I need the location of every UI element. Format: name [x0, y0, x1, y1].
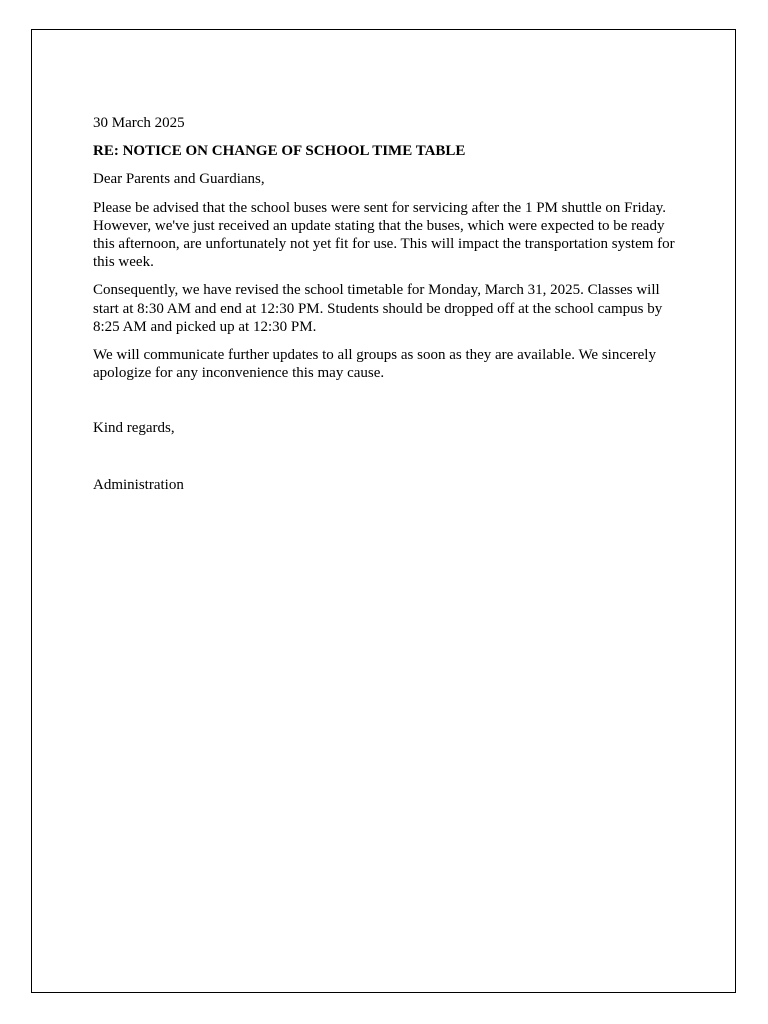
- letter-date: 30 March 2025: [93, 115, 185, 131]
- letter-closing: Kind regards,: [93, 420, 175, 437]
- document-page: [31, 29, 736, 993]
- letter-subject: RE: NOTICE ON CHANGE OF SCHOOL TIME TABLE: [93, 143, 466, 160]
- letter-signature: Administration: [93, 476, 184, 493]
- letter-paragraph-2: Consequently, we have revised the school timetable for Monday, March 31, 2025. Classes will start at 8:30 AM and end at 12:30 PM. Students should be dropped off at the school campus by 8:25 AM and picked up at 12:30 PM.: [93, 282, 663, 335]
- letter-paragraph-3: We will communicate further updates to all groups as soon as they are available. We sincerely apologize for any inconvenience this may cause.: [93, 347, 656, 382]
- letter-salutation: Dear Parents and Guardians,: [93, 171, 265, 188]
- letter-body: [93, 114, 678, 494]
- letter-paragraph-1: Please be advised that the school buses were sent for servicing after the 1 PM shuttle on Friday. However, we've just received an update stating that the buses, which were expected to be ready this afternoon, are unfortunately not yet fit for use. This will impact the transportation system for this week.: [93, 199, 675, 271]
